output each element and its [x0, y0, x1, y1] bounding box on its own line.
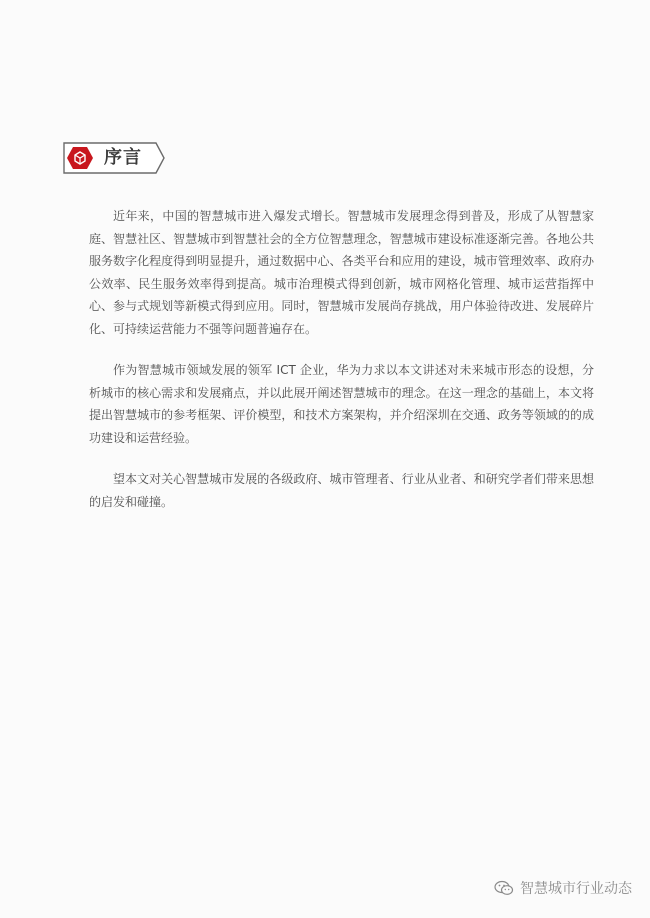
section-header: [62, 141, 166, 175]
paragraph-2: 作为智慧城市领域发展的领军 ICT 企业，华为力求以本文讲述对未来城市形态的设想，分析城市的核心需求和发展痛点，并以此展开阐述智慧城市的理念。在这一理念的基础上，本文将提出智慧城市的参考框架、评价模型，和技术方案架构，并介绍深圳在交通、政务等领域的的成功建设和运营经验。: [89, 363, 594, 445]
section-title: 序言: [104, 147, 142, 168]
paragraph-1: 近年来，中国的智慧城市进入爆发式增长。智慧城市发展理念得到普及，形成了从智慧家庭、智慧社区、智慧城市到智慧社会的全方位智慧理念，智慧城市建设标准逐渐完善。各地公共服务数字化程度得到明显提升，通过数据中心、各类平台和应用的建设，城市管理效率、政府办公效率、民生服务效率得到提高。城市治理模式得到创新，城市网格化管理、城市运营指挥中心、参与式规划等新模式得到应用。同时，智慧城市发展尚存挑战，用户体验待改进、发展碎片化、可持续运营能力不强等问题普遍存在。: [89, 209, 594, 336]
preface-body: [89, 205, 594, 532]
paragraph-3: 望本文对关心智慧城市发展的各级政府、城市管理者、行业从业者、和研究学者们带来思想的启发和碰撞。: [89, 472, 594, 509]
hexagon-cube-icon: [66, 146, 94, 170]
wechat-icon: [494, 880, 514, 896]
watermark: [494, 878, 632, 898]
watermark-text: 智慧城市行业动态: [520, 881, 632, 897]
